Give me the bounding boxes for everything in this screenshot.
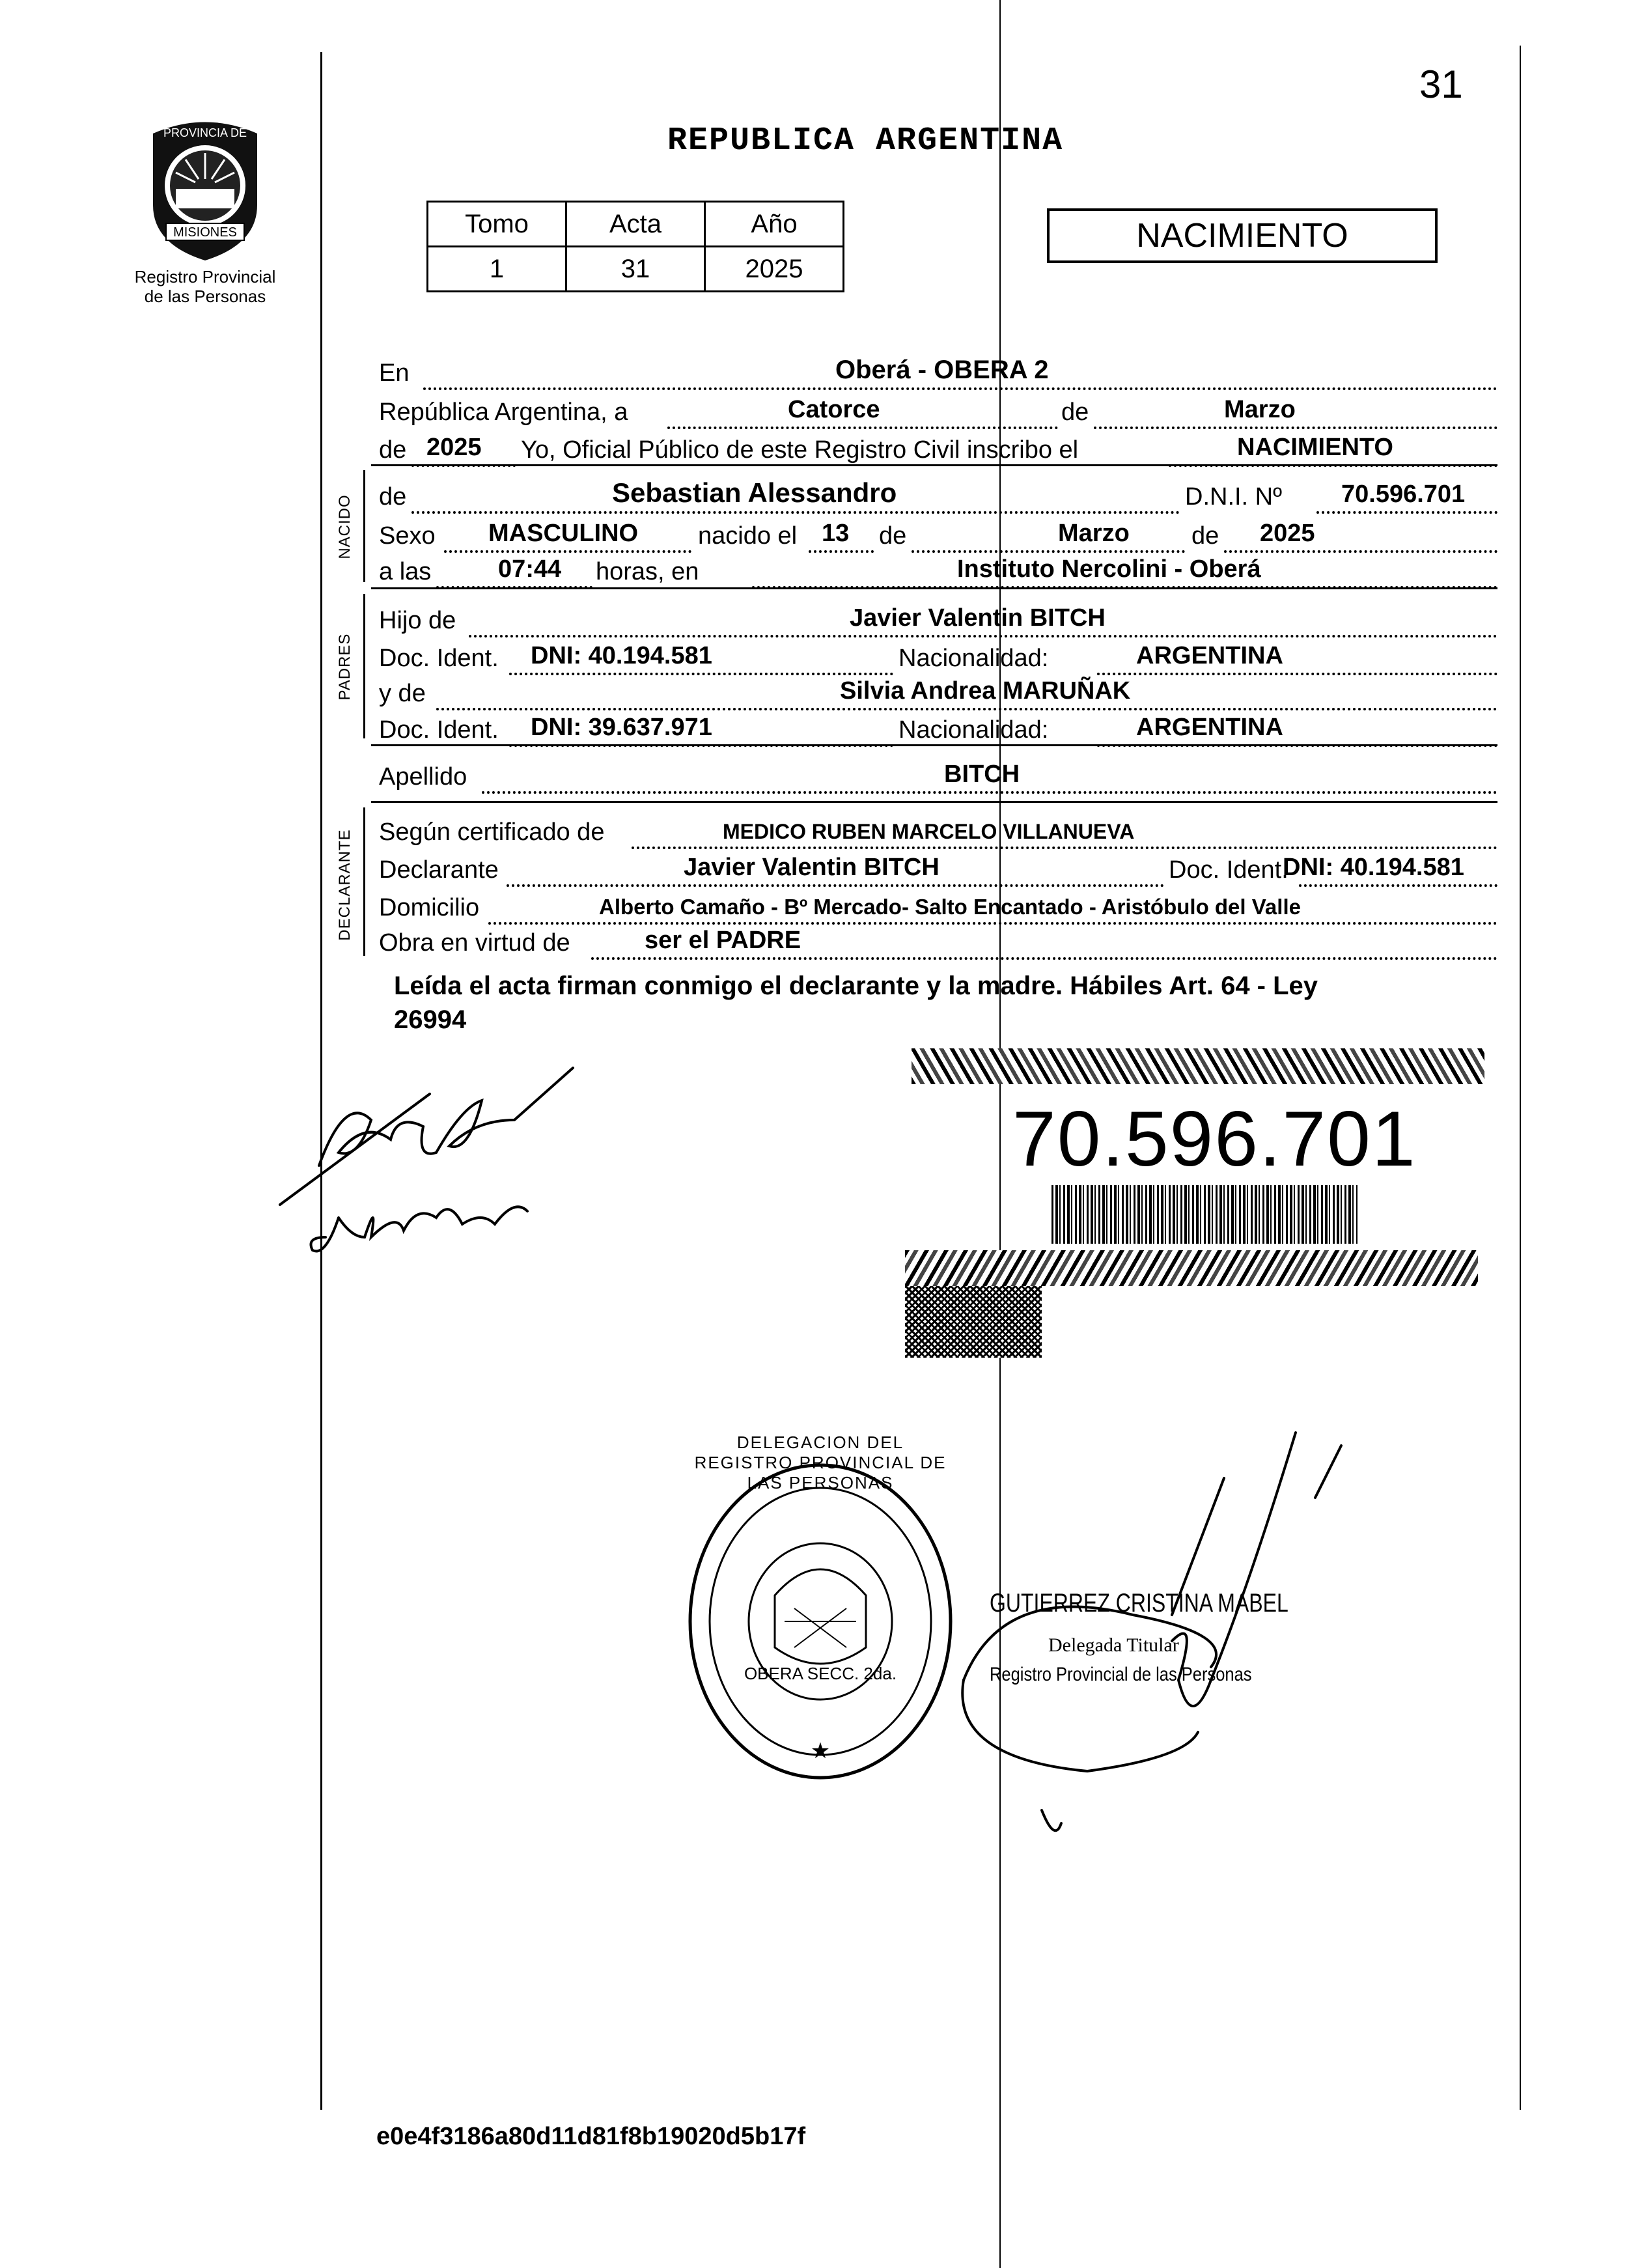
row-madre: y de Silvia Andrea MARUÑAK [371, 675, 1497, 712]
stamp-org: Registro Provincial de las Personas [990, 1664, 1252, 1685]
table-value-acta: 31 [566, 247, 705, 292]
row-declarante: Declarante Javier Valentin BITCH Doc. Ident. DNI: 40.194.581 [371, 852, 1497, 888]
row-republica: República Argentina, a Catorce de Marzo [371, 394, 1497, 430]
row-domicilio: Domicilio Alberto Camaño - Bº Mercado- Salto Encantado - Aristóbulo del Valle [371, 889, 1497, 926]
section-divider [371, 744, 1497, 746]
row-apellido: Apellido BITCH [371, 759, 1497, 795]
fold-line [999, 0, 1001, 2268]
svg-text:MISIONES: MISIONES [173, 225, 237, 240]
stamp-name: GUTIERREZ CRISTINA MABEL [990, 1589, 1288, 1617]
section-divider [371, 587, 1497, 589]
row-obra: Obra en virtud de ser el PADRE [371, 925, 1497, 961]
declarante-label: DECLARANTE [336, 829, 354, 941]
id-number: 70.596.701 [1012, 1095, 1417, 1183]
closing-note: Leída el acta firman conmigo el declarante y la madre. Hábiles Art. 64 - Ley 26994 [394, 972, 1318, 1034]
row-padre-doc: Doc. Ident. DNI: 40.194.581 Nacionalidad: ARGENTINA [371, 640, 1497, 677]
svg-text:★: ★ [810, 1739, 831, 1763]
row-padre: Hijo de Javier Valentin BITCH [371, 602, 1497, 639]
padres-label: PADRES [336, 633, 354, 701]
table-header-acta: Acta [566, 202, 705, 247]
crest-icon [127, 107, 283, 264]
security-band-top [912, 1048, 1484, 1084]
acta-table [426, 201, 844, 292]
row-en: En Oberá - OBERA 2 [371, 355, 1497, 391]
row-oficial: de 2025 Yo, Oficial Público de este Registro Civil inscribo el NACIMIENTO [371, 432, 1497, 468]
nacido-bar [363, 470, 365, 582]
page-number: 31 [1419, 63, 1463, 106]
table-header-ano: Año [705, 202, 844, 247]
security-band-bottom [905, 1250, 1478, 1286]
svg-text:PROVINCIA DE: PROVINCIA DE [163, 126, 247, 139]
org-name: Registro Provincial de las Personas [134, 267, 276, 306]
section-divider [371, 464, 1497, 466]
table-value-tomo: 1 [428, 247, 566, 292]
table-value-ano: 2025 [705, 247, 844, 292]
row-certificado: Según certificado de MEDICO RUBEN MARCELO VILLANUEVA [371, 814, 1497, 850]
right-margin-line [1520, 46, 1521, 2110]
row-nacido-name: de Sebastian Alessandro D.N.I. Nº 70.596.701 [371, 479, 1497, 515]
signature-declarante [267, 1042, 606, 1270]
seal-outer-text: DELEGACION DEL REGISTRO PROVINCIAL DE LAS PERSONAS [694, 1433, 947, 1492]
table-header-tomo: Tomo [428, 202, 566, 247]
page-title: REPUBLICA ARGENTINA [667, 122, 1064, 160]
guilloche-pattern [905, 1286, 1042, 1358]
barcode [1051, 1185, 1358, 1244]
row-nacido-sexo: Sexo MASCULINO nacido el 13 de Marzo de 2025 [371, 518, 1497, 554]
row-nacido-hora: a las 07:44 horas, en Instituto Nercolini - Oberá [371, 553, 1497, 590]
stamp-role: Delegada Titular [1048, 1634, 1179, 1656]
row-madre-doc: Doc. Ident. DNI: 39.637.971 Nacionalidad: ARGENTINA [371, 712, 1497, 748]
record-type-box: NACIMIENTO [1047, 208, 1438, 263]
padres-bar [363, 594, 365, 738]
nacido-label: NACIDO [336, 494, 354, 559]
official-seal [677, 1452, 964, 1791]
document-hash: e0e4f3186a80d11d81f8b19020d5b17f [376, 2123, 806, 2150]
seal-bottom-text: OBERA SECC. 2da. [744, 1664, 897, 1683]
section-divider [371, 801, 1497, 803]
declarante-bar [363, 807, 365, 956]
